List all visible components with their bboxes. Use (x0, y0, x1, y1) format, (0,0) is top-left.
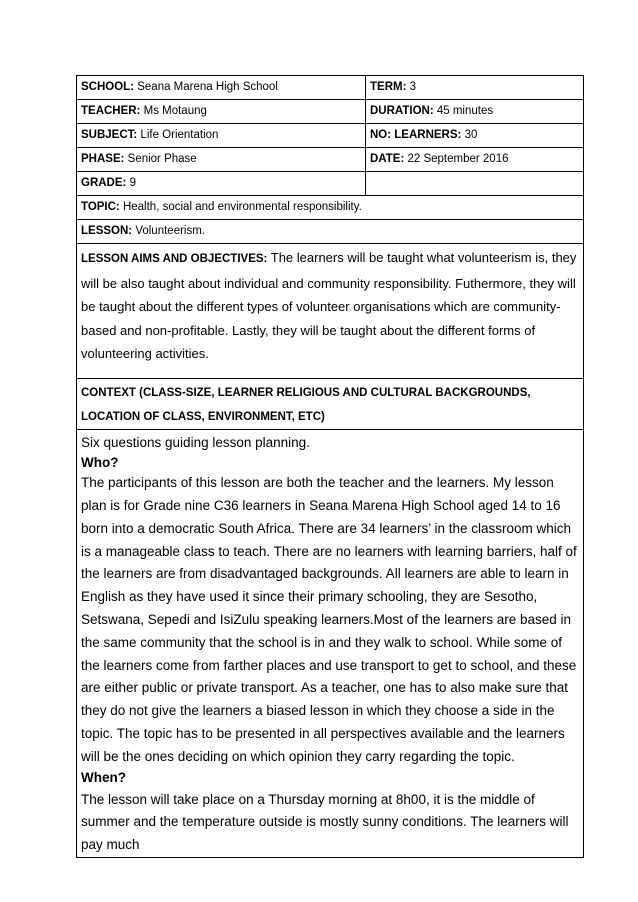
duration-value: 45 minutes (433, 105, 494, 117)
date-label: DATE: (370, 153, 405, 165)
phase-label: PHASE: (81, 153, 125, 165)
term-value: 3 (406, 81, 417, 93)
who-text: The participants of this lesson are both the teacher and the learners. My lesson plan is for Grade nine C36 learners in Seana Marena High School aged 14 to 16 born into a democratic South Africa. There are 34 learners’ in the classroom which is a manageable class to teach. There are no learners with learning barriers, half of the learners are from disadvantaged backgrounds. All learners are able to learn in English as they have used it since their primary schooling, they are Sesotho, Setswana, Sepedi and IsiZulu speaking learners.Most of the learners are based in the same community that the school is in and they walk to school. While some of the learners come from farther places and use transport to get to school, and these are either public or private transport. As a teacher, one has to also make sure that they do not give the learners a biased lesson in which they choose a side in the topic. The topic has to be presented in all perspectives available and the learners will be the ones deciding on which opinion they carry regarding the topic. (81, 475, 577, 764)
context-label: CONTEXT (CLASS-SIZE, LEARNER RELIGIOUS AND CULTURAL BACKGROUNDS, LOCATION OF CLASS, ENVIRONMENT, ETC) (81, 386, 531, 423)
row-planning (77, 429, 584, 858)
empty-cell (366, 172, 584, 196)
phase-cell (77, 148, 366, 172)
subject-cell (77, 124, 366, 148)
grade-label: GRADE: (81, 177, 127, 189)
when-heading: When? (81, 769, 126, 785)
row-school-term (77, 76, 584, 100)
subject-label: SUBJECT: (81, 129, 138, 141)
learners-label: NO: LEARNERS: (370, 129, 462, 141)
date-cell (366, 148, 584, 172)
topic-cell (77, 196, 584, 220)
teacher-label: TEACHER: (81, 105, 141, 117)
learners-cell (366, 124, 584, 148)
lesson-label: LESSON: (81, 225, 133, 237)
topic-label: TOPIC: (81, 201, 120, 213)
teacher-value: Ms Motaung (140, 105, 207, 117)
lesson-value: Volunteerism. (132, 225, 205, 237)
row-topic (77, 196, 584, 220)
grade-value: 9 (126, 177, 136, 189)
when-text: The lesson will take place on a Thursday morning at 8h00, it is the middle of summer and the temperature outside is mostly sunny conditions. The learners will pay much (81, 791, 569, 853)
phase-value: Senior Phase (124, 153, 197, 165)
school-label: SCHOOL: (81, 81, 135, 93)
row-subject-learners (77, 124, 584, 148)
lesson-plan-table (76, 75, 584, 858)
lesson-cell (77, 220, 584, 244)
topic-value: Health, social and environmental responsibility. (119, 201, 362, 213)
learners-value: 30 (461, 129, 478, 141)
aims-cell (77, 244, 584, 379)
aims-label: LESSON AIMS AND OBJECTIVES: (81, 253, 268, 265)
term-cell (366, 76, 584, 100)
duration-cell (366, 100, 584, 124)
aims-text: The learners will be taught what volunteerism is, they will be also taught about individual and community responsibility. Futhermore, they will be taught about the different types of volunteer organisations which are community-based and non-profitable. Lastly, they will be taught about the different forms of volunteering activities. (81, 250, 577, 361)
row-grade (77, 172, 584, 196)
grade-cell (77, 172, 366, 196)
school-value: Seana Marena High School (134, 81, 278, 93)
date-value: 22 September 2016 (404, 153, 509, 165)
lesson-plan-page (76, 75, 584, 858)
row-context (77, 378, 584, 429)
duration-label: DURATION: (370, 105, 434, 117)
row-phase-date (77, 148, 584, 172)
planning-cell (77, 429, 584, 858)
subject-value: Life Orientation (137, 129, 219, 141)
context-cell (77, 378, 584, 429)
row-aims (77, 244, 584, 379)
teacher-cell (77, 100, 366, 124)
school-cell (77, 76, 366, 100)
row-lesson (77, 220, 584, 244)
term-label: TERM: (370, 81, 407, 93)
planning-intro: Six questions guiding lesson planning. (81, 434, 310, 450)
row-teacher-duration (77, 100, 584, 124)
who-heading: Who? (81, 455, 119, 471)
